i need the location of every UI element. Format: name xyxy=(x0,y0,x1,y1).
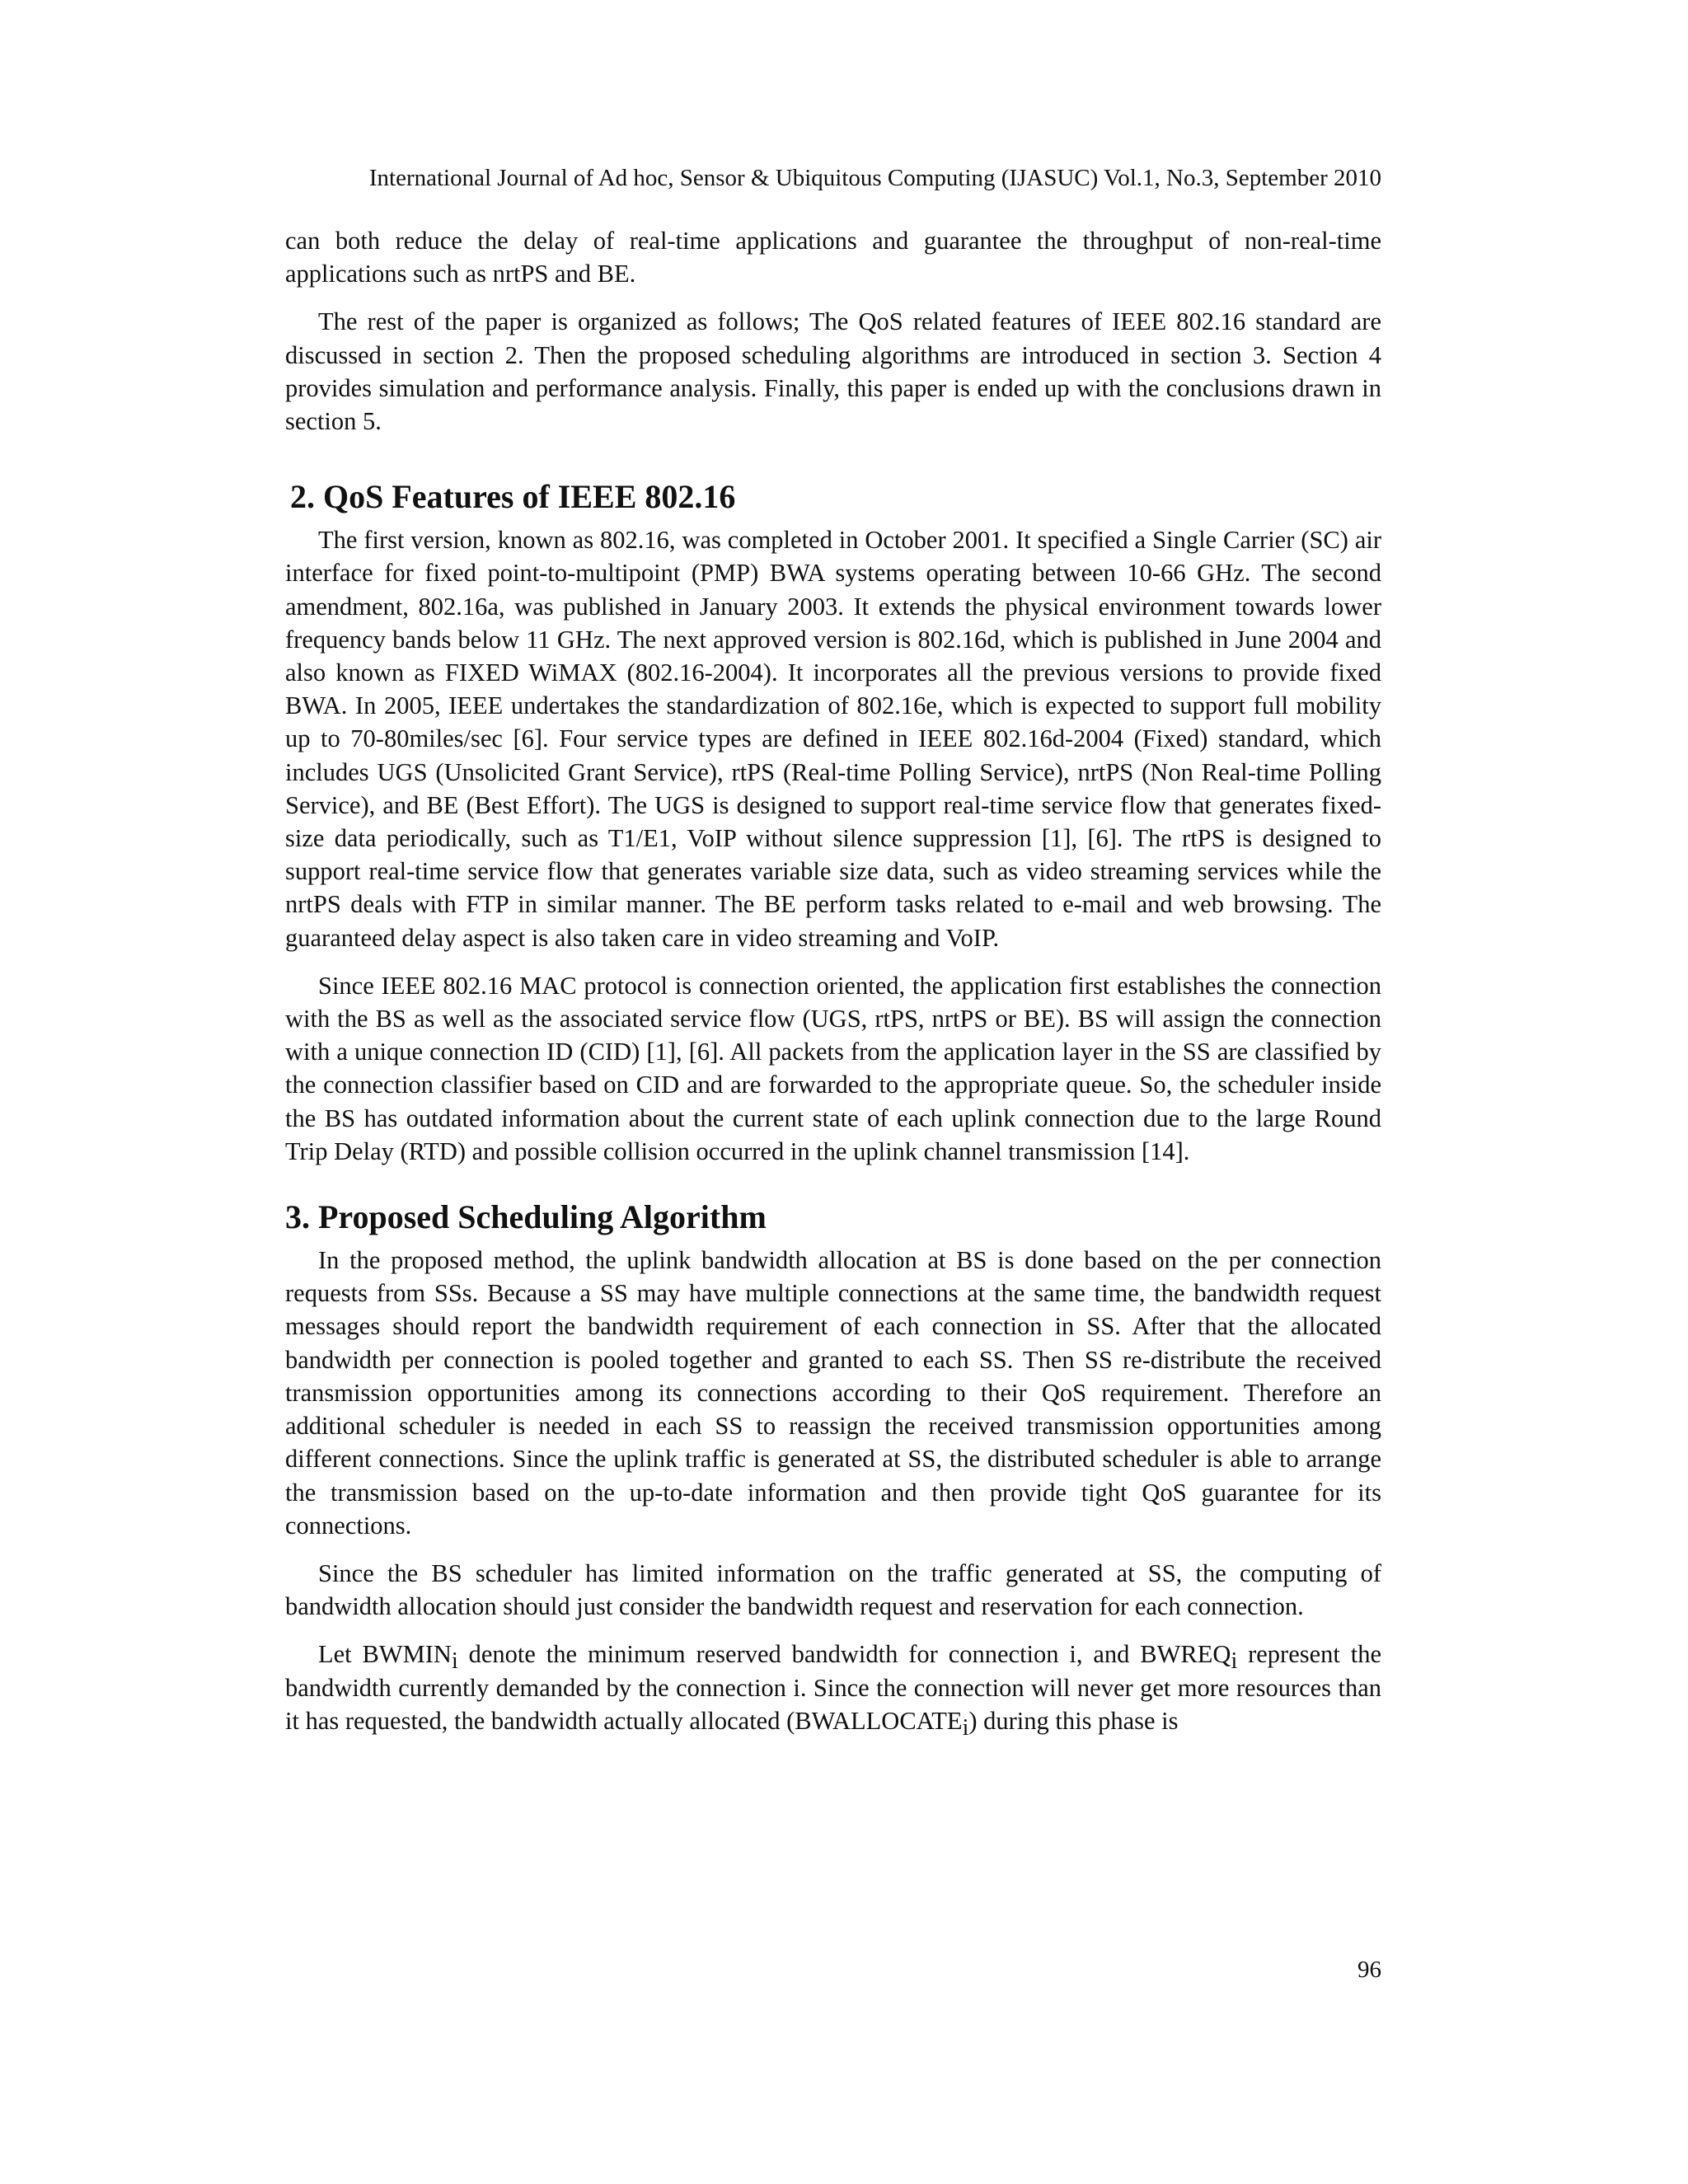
bwmin-text: Let BWMIN xyxy=(318,1640,452,1669)
bwreq-text: denote the minimum reserved bandwidth for connection i, and BWREQ xyxy=(457,1640,1231,1669)
section-3-heading: 3. Proposed Scheduling Algorithm xyxy=(285,1198,767,1236)
intro-continued-paragraph: can both reduce the delay of real-time applications and guarantee the throughput of non-real-time applications such as nrtPS and BE. xyxy=(285,227,1381,288)
section-3-paragraph-3 xyxy=(285,1638,1382,1741)
bwallocate-text: represent the bandwidth currently demanded by the connection i. Since the connection will never get more resources than it has requested, the bandwidth actually allocated (BWALLOCATE xyxy=(285,1640,1382,1735)
phase-text: ) during this phase is xyxy=(968,1706,1179,1735)
section-2-paragraph-1: The first version, known as 802.16, was completed in October 2001. It specified a Single Carrier (SC) air interface for fixed point-to-multipoint (PMP) BWA systems operating between 10-66 GHz. The second amendment, 802.16a, was published in January 2003. It extends the physical environment towards lower frequency bands below 11 GHz. The next approved version is 802.16d, which is published in June 2004 and also known as FIXED WiMAX (802.16-2004). It incorporates all the previous versions to provide fixed BWA. In 2005, IEEE undertakes the standardization of 802.16e, which is expected to support full mobility up to 70-80miles/sec [6]. Four service types are defined in IEEE 802.16d-2004 (Fixed) standard, which includes UGS (Unsolicited Grant Service), rtPS (Real-time Polling Service), nrtPS (Non Real-time Polling Service), and BE (Best Effort). The UGS is designed to support real-time service flow that generates fixed-size data periodically, such as T1/E1, VoIP without silence suppression [1], [6]. The rtPS is designed to support real-time service flow that generates variable size data, such as video streaming services while the nrtPS deals with FTP in similar manner. The BE perform tasks related to e-mail and web browsing. The guaranteed delay aspect is also taken care in video streaming and VoIP. xyxy=(285,526,1381,952)
section-3-paragraph-1: In the proposed method, the uplink bandwidth allocation at BS is done based on the per connection requests from SSs. Because a SS may have multiple connections at the same time, the bandwidth request messages should report the bandwidth requirement of each connection in SS. After that the allocated bandwidth per connection is pooled together and granted to each SS. Then SS re-distribute the received transmission opportunities among its connections according to their QoS requirement. Therefore an additional scheduler is needed in each SS to reassign the received transmission opportunities among different connections. Since the uplink traffic is generated at SS, the distributed scheduler is able to arrange the transmission based on the up-to-date information and then provide tight QoS guarantee for its connections. xyxy=(285,1246,1381,1540)
bwmin-subscript: i xyxy=(451,1648,458,1675)
section-2-heading: 2. QoS Features of IEEE 802.16 xyxy=(290,478,736,516)
running-header: International Journal of Ad hoc, Sensor & Ubiquitous Computing (IJASUC) Vol.1, No.3, September 2010 xyxy=(368,165,1381,191)
bwreq-subscript: i xyxy=(1231,1648,1238,1675)
section-2-paragraph-2: Since IEEE 802.16 MAC protocol is connection oriented, the application first establishes the connection with the BS as well as the associated service flow (UGS, rtPS, nrtPS or BE). BS will assign the connection with a unique connection ID (CID) [1], [6]. All packets from the application layer in the SS are classified by the connection classifier based on CID and are forwarded to the appropriate queue. So, the scheduler inside the BS has outdated information about the current state of each uplink connection due to the large Round Trip Delay (RTD) and possible collision occurred in the uplink channel transmission [14]. xyxy=(285,971,1381,1165)
page-number: 96 xyxy=(1357,1957,1381,1983)
section-3-paragraph-2: Since the BS scheduler has limited information on the traffic generated at SS, the computing of bandwidth allocation should just consider the bandwidth request and reservation for each connection. xyxy=(285,1558,1381,1621)
body-column xyxy=(285,224,1382,1741)
intro-outline-paragraph: The rest of the paper is organized as follows; The QoS related features of IEEE 802.16 standard are discussed in section 2. Then the proposed scheduling algorithms are introduced in section 3. Section 4 provides simulation and performance analysis. Finally, this paper is ended up with the conclusions drawn in section 5. xyxy=(285,307,1381,436)
bwallocate-subscript: i xyxy=(962,1714,969,1741)
